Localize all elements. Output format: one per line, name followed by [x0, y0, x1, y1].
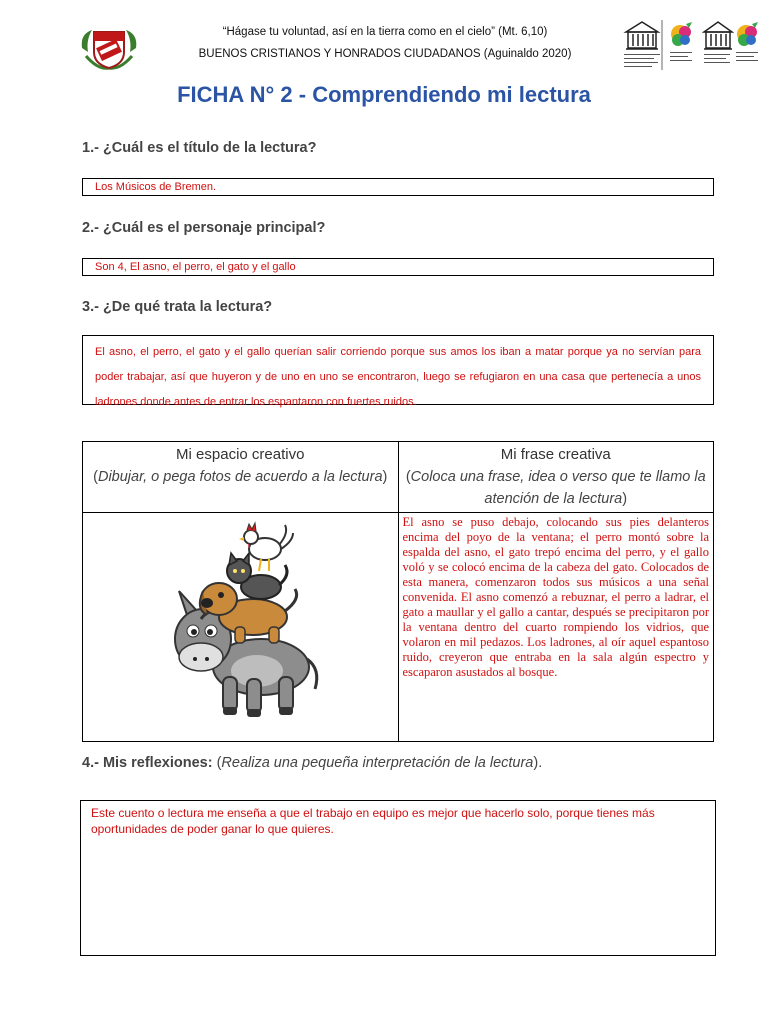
escuelas-asociadas-logo-1 — [668, 20, 698, 81]
creative-drawing-cell — [83, 513, 399, 742]
question-3: 3.- ¿De qué trata la lectura? — [82, 299, 273, 315]
answer-3-box[interactable] — [82, 335, 714, 408]
creative-space-title: Mi espacio creativo — [176, 446, 305, 463]
bremen-musicians-illustration — [161, 519, 331, 729]
creative-phrase-cell[interactable] — [398, 513, 714, 742]
answer-4-text: Este cuento o lectura me enseña a que el trabajo en equipo es mejor que hacerlo solo, porque tienes más oportunidades de poder ganar lo que quieres. — [91, 806, 655, 836]
creative-space-header — [83, 442, 399, 513]
escuelas-asociadas-logo-2 — [734, 20, 764, 81]
question-2: 2.- ¿Cuál es el personaje principal? — [82, 220, 326, 236]
creative-phrase-text: El asno se puso debajo, colocando sus pies delanteros encima del poyo de la ventana; el perro montó sobre la espalda del asno, el gato trepó encima del perro, y el gallo voló y se colocó encima de la cabeza del gato. Colocados de esta manera, comenzaron todos sus músicos a una señal convenida. El asno comenzó a rebuznar, el perro a ladrar, el gato a maullar y el gallo a cantar, después se precipitaron por la ventana dentro del cuarto rompiendo los vidrios, que volaron en mil pedazos. Los ladrones, al oír aquel espantoso ruido, creyeron que entraba en la sala algún espectro y escaparon asustados al bosque. — [402, 515, 709, 679]
question-1: 1.- ¿Cuál es el título de la lectura? — [82, 140, 317, 156]
paren-close: ) — [382, 469, 388, 485]
school-shield-logo — [78, 26, 140, 70]
answer-2-text: Son 4, El asno, el perro, el gato y el gallo — [95, 261, 296, 273]
paren-open: ( — [93, 469, 98, 485]
answer-3-text: El asno, el perro, el gato y el gallo querían salir corriendo porque sus amos los iban a matar porque ya no servían para poder trabajar, así que huyeron y de uno en uno se encontraron, luego se refugiaron en una casa que pertenecía a unos ladrones donde antes de entrar los espantaron con fuertes ruidos. — [95, 346, 701, 408]
paren-open: ( — [212, 755, 222, 771]
question-4 — [82, 755, 542, 771]
answer-4-box[interactable] — [80, 800, 716, 956]
paren-close: ) — [622, 491, 628, 507]
creative-phrase-header — [398, 442, 714, 513]
answer-1-text: Los Músicos de Bremen. — [95, 181, 217, 193]
answer-1-box[interactable] — [82, 178, 714, 196]
header-quote: “Hágase tu voluntad, así en la tierra como en el cielo” (Mt. 6,10) — [222, 26, 548, 38]
unesco-logo-1 — [622, 18, 668, 79]
question-4-instruction: Realiza una pequeña interpretación de la lectura — [221, 755, 534, 771]
unesco-logo-2 — [702, 18, 734, 79]
page-title: FICHA N° 2 - Comprendiendo mi lectura — [177, 82, 591, 107]
creative-table — [82, 441, 714, 742]
creative-space-instruction: Dibujar, o pega fotos de acuerdo a la lectura — [97, 469, 383, 485]
creative-phrase-title: Mi frase creativa — [500, 446, 611, 463]
answer-2-box[interactable] — [82, 258, 714, 276]
paren-open: ( — [405, 469, 411, 485]
paren-close: ). — [533, 755, 543, 771]
header-motto: BUENOS CRISTIANOS Y HONRADOS CIUDADANOS (Aguinaldo 2020) — [198, 48, 572, 60]
question-4-label: 4.- Mis reflexiones: — [82, 755, 213, 771]
creative-phrase-instruction: Coloca una frase, idea o verso que te llamo la atención de la lectura — [410, 469, 706, 507]
